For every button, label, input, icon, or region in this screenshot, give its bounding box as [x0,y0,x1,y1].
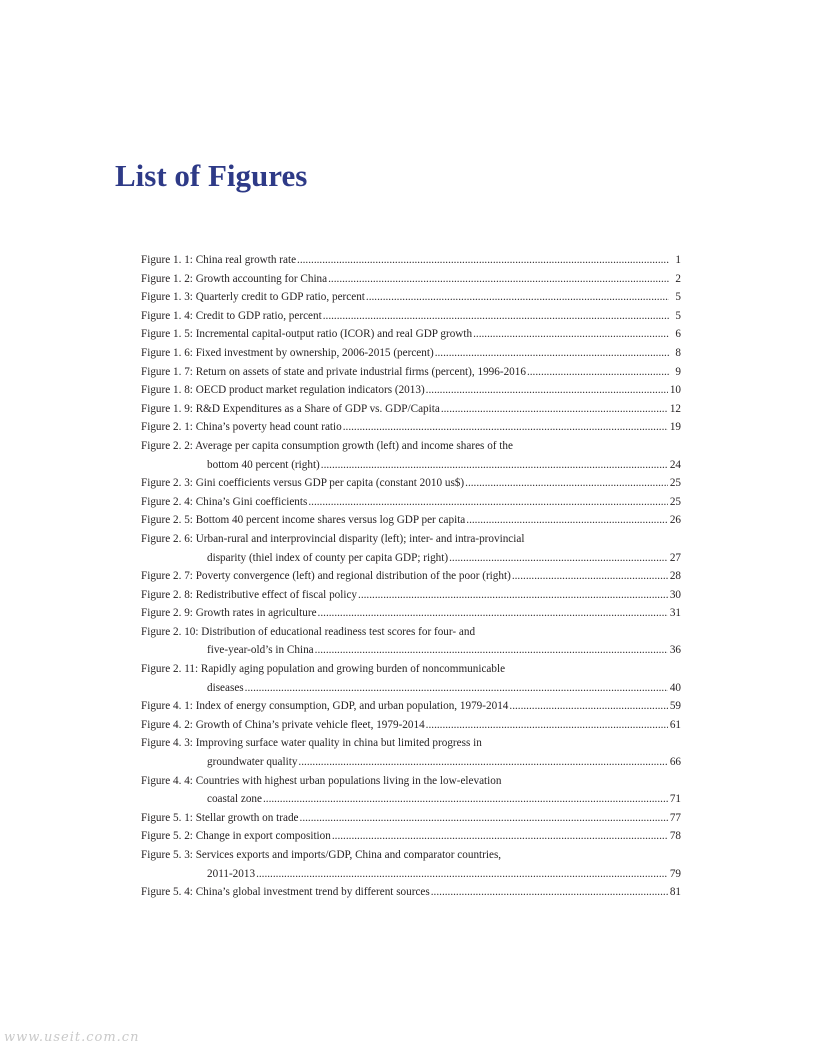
figure-caption: Figure 2. 8: Redistributive effect of fiscal policy [141,588,358,601]
figure-caption: groundwater quality [207,756,298,769]
page-number[interactable]: 81 [669,886,681,899]
page-number[interactable]: 19 [669,421,681,434]
figure-entry[interactable] [141,604,681,623]
figure-entry-line [141,325,681,344]
figure-caption: Figure 2. 6: Urban-rural and interprovincial disparity (left); inter- and intra-provincial [141,532,525,545]
figure-caption: Figure 4. 1: Index of energy consumption, GDP, and urban population, 1979-2014 [141,700,509,713]
figure-entry-continuation [141,641,681,660]
dot-leader [298,753,667,772]
page-number[interactable]: 36 [669,644,681,657]
dot-leader [318,604,668,623]
figure-entry[interactable] [141,772,681,809]
figure-caption: Figure 1. 2: Growth accounting for China [141,272,328,285]
dot-leader [435,344,669,363]
figure-entry-line [141,697,681,716]
figure-entry-line [141,493,681,512]
dot-leader [321,456,668,475]
dot-leader [473,325,669,344]
page-number[interactable]: 25 [669,477,681,490]
figure-entry-line [141,530,681,549]
dot-leader [256,865,668,884]
figure-entry-line [141,734,681,753]
dot-leader [332,827,668,846]
figure-entry[interactable] [141,716,681,735]
figure-entry-line [141,381,681,400]
figure-entry-continuation [141,865,681,884]
page-number[interactable]: 26 [669,514,681,527]
dot-leader [308,493,667,512]
figure-entry[interactable] [141,623,681,660]
figure-entry[interactable] [141,827,681,846]
figure-entry-line [141,567,681,586]
dot-leader [512,567,668,586]
figure-caption: Figure 5. 1: Stellar growth on trade [141,811,299,824]
dot-leader [449,549,668,568]
figure-entry[interactable] [141,325,681,344]
figure-caption: Figure 2. 7: Poverty convergence (left) and regional distribution of the poor (right) [141,570,511,583]
figure-entry[interactable] [141,511,681,530]
figure-entry[interactable] [141,660,681,697]
figure-entry-line [141,660,681,679]
figure-caption: Figure 2. 10: Distribution of educational readiness test scores for four- and [141,625,476,638]
dot-leader [297,251,669,270]
figure-entry[interactable] [141,344,681,363]
figure-caption: Figure 1. 3: Quarterly credit to GDP ratio, percent [141,291,365,304]
page-number[interactable]: 79 [669,867,681,880]
figure-caption: Figure 1. 1: China real growth rate [141,254,297,266]
page-number[interactable]: 5 [675,291,681,304]
figure-entry[interactable] [141,307,681,326]
figure-caption: five-year-old’s in China [207,644,314,657]
dot-leader [323,307,669,326]
figure-entry[interactable] [141,530,681,567]
figure-caption: Figure 4. 2: Growth of China’s private vehicle fleet, 1979-2014 [141,718,425,731]
figure-entry-line [141,623,681,642]
dot-leader [509,697,667,716]
figure-entry-continuation [141,549,681,568]
dot-leader [441,400,668,419]
dot-leader [263,790,668,809]
page-number[interactable]: 8 [675,346,681,359]
figure-entry[interactable] [141,493,681,512]
figure-caption: Figure 1. 9: R&D Expenditures as a Share of GDP vs. GDP/Capita [141,402,440,415]
figure-entry-line [141,307,681,326]
figure-entry[interactable] [141,437,681,474]
figure-caption: Figure 5. 3: Services exports and imports/GDP, China and comparator countries, [141,849,502,861]
figure-entry-line [141,400,681,419]
figure-entry-line [141,846,681,865]
page-number[interactable]: 25 [669,495,681,508]
figure-entry-line [141,363,681,382]
dot-leader [466,511,668,530]
figure-list [141,251,681,902]
dot-leader [431,883,668,902]
figure-caption: Figure 1. 5: Incremental capital-output ratio (ICOR) and real GDP growth [141,328,473,341]
figure-caption: Figure 2. 5: Bottom 40 percent income shares versus log GDP per capita [141,514,466,527]
figure-caption: Figure 1. 7: Return on assets of state and private industrial firms (percent), 1996-2016 [141,365,526,378]
dot-leader [426,716,668,735]
page-number[interactable]: 28 [669,570,681,583]
figure-entry[interactable] [141,734,681,771]
page-number[interactable]: 10 [669,384,681,397]
figure-entry-line [141,270,681,289]
page-number[interactable]: 59 [669,700,681,713]
figure-entry[interactable] [141,251,681,270]
page-number[interactable]: 30 [669,588,681,601]
figure-entry[interactable] [141,809,681,828]
figure-caption: diseases [207,681,244,694]
figure-caption: Figure 4. 3: Improving surface water quality in china but limited progress in [141,737,482,750]
page-number[interactable]: 2 [675,272,681,285]
figure-entry[interactable] [141,270,681,289]
figure-caption: Figure 1. 8: OECD product market regulation indicators (2013) [141,384,425,397]
page-number[interactable]: 71 [669,793,681,806]
figure-entry[interactable] [141,697,681,716]
figure-entry[interactable] [141,586,681,605]
page-number[interactable]: 5 [675,309,681,322]
figure-entry[interactable] [141,474,681,493]
figure-entry-line [141,288,681,307]
figure-entry-line [141,437,681,456]
watermark: www.useit.com.cn [4,1030,140,1045]
figure-entry[interactable] [141,381,681,400]
dot-leader [343,418,668,437]
figure-caption: Figure 2. 2: Average per capita consumption growth (left) and income shares of the [141,439,513,452]
figure-caption: Figure 5. 2: Change in export composition [141,830,331,843]
dot-leader [527,363,669,382]
dot-leader [245,679,668,698]
page-number[interactable]: 40 [669,681,681,694]
page-number[interactable]: 9 [675,365,681,378]
figure-entry-line [141,344,681,363]
figure-caption: Figure 5. 4: China’s global investment trend by different sources [141,886,430,899]
figure-entry-line [141,251,681,270]
figure-entry-line [141,586,681,605]
page-number[interactable]: 78 [669,830,681,843]
figure-caption: Figure 2. 9: Growth rates in agriculture [141,607,317,620]
dot-leader [366,288,669,307]
page-title: List of Figures [115,158,308,193]
figure-entry[interactable] [141,400,681,419]
dot-leader [300,809,668,828]
figure-caption: Figure 2. 11: Rapidly aging population and growing burden of noncommunicable [141,663,506,676]
figure-entry[interactable] [141,363,681,382]
figure-entry-continuation [141,679,681,698]
figure-caption: Figure 2. 4: China’s Gini coefficients [141,495,308,508]
figure-entry-line [141,809,681,828]
figure-entry[interactable] [141,288,681,307]
page-number[interactable]: 24 [669,458,681,471]
figure-caption: Figure 1. 4: Credit to GDP ratio, percent [141,309,322,322]
page-number[interactable]: 1 [675,254,681,266]
figure-entry[interactable] [141,418,681,437]
page-number[interactable]: 12 [669,402,681,415]
figure-caption: Figure 1. 6: Fixed investment by ownership, 2006-2015 (percent) [141,346,434,359]
figure-caption: 2011-2013 [207,867,256,880]
figure-entry-line [141,827,681,846]
page-number[interactable]: 31 [669,607,681,620]
figure-caption: Figure 2. 3: Gini coefficients versus GDP per capita (constant 2010 us$) [141,477,465,490]
figure-caption: Figure 4. 4: Countries with highest urban populations living in the low-elevation [141,774,502,787]
figure-entry-continuation [141,753,681,772]
figure-entry-line [141,418,681,437]
dot-leader [426,381,668,400]
figure-entry-line [141,772,681,791]
figure-entry[interactable] [141,846,681,883]
figure-entry-line [141,604,681,623]
dot-leader [328,270,669,289]
page-number[interactable]: 27 [669,551,681,564]
figure-entry[interactable] [141,567,681,586]
figure-entry-line [141,511,681,530]
page-number[interactable]: 66 [669,756,681,769]
figure-caption: disparity (thiel index of county per capita GDP; right) [207,551,449,564]
page-number[interactable]: 6 [675,328,681,341]
figure-entry-line [141,883,681,902]
figure-entry-continuation [141,790,681,809]
figure-caption: coastal zone [207,793,262,806]
page-number[interactable]: 61 [669,718,681,731]
dot-leader [358,586,668,605]
dot-leader [465,474,668,493]
dot-leader [315,641,668,660]
figure-entry[interactable] [141,883,681,902]
figure-caption: bottom 40 percent (right) [207,458,320,471]
figure-caption: Figure 2. 1: China’s poverty head count ratio [141,421,342,434]
figure-entry-line [141,716,681,735]
figure-entry-continuation [141,456,681,475]
page-number[interactable]: 77 [669,811,681,824]
figure-entry-line [141,474,681,493]
